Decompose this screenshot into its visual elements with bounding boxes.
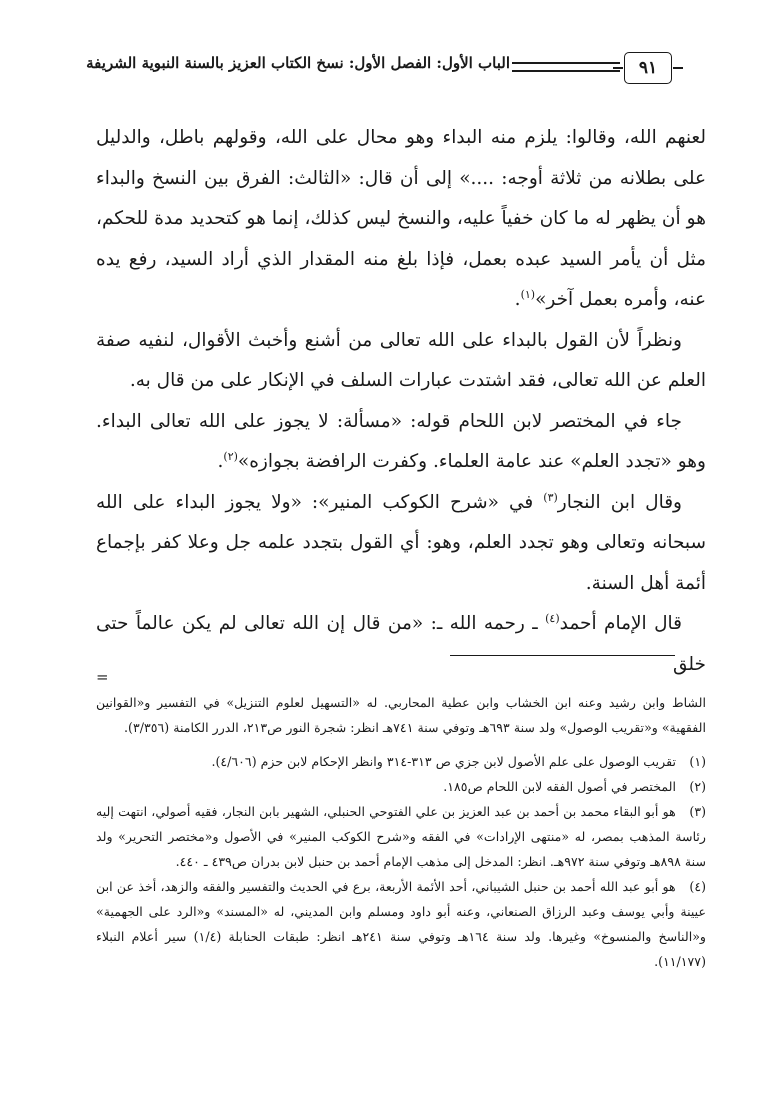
- footnote-3: [96, 799, 706, 874]
- footnote-ref-1: (١): [520, 287, 536, 301]
- footnote-text: هو أبو البقاء محمد بن أحمد بن عبد العزيز بن علي الفتوحي الحنبلي، الشهير بابن النجار، فقيه أصولي، انتهت إليه رئاسة المذهب بمصر، له «منتهى الإرادات» في الفقه و«شرح الكوكب المنير» في الأصول و«مختصر التحرير» ولد سنة ٨٩٨هـ وتوفي سنة ٩٧٢هـ. انظر: المدخل إلى مذهب الإمام أحمد بن حنبل لابن بدران ص٤٣٩ ـ ٤٤٠.: [96, 804, 706, 869]
- paragraph-4: [96, 483, 706, 605]
- paragraph-1-end: .: [514, 289, 521, 310]
- main-text: [96, 118, 706, 685]
- paragraph-3-text: جاء في المختصر لابن اللحام قوله: «مسألة: لا يجوز على الله تعالى البداء. وهو «تجدد العلم» عند عامة العلماء. وكفرت الرافضة بجوازه»: [96, 410, 706, 472]
- page-header: [86, 52, 710, 92]
- paragraph-4-start: وقال ابن النجار: [557, 491, 682, 513]
- footnote-2: [96, 774, 706, 799]
- footnote-text: المختصر في أصول الفقه لابن اللحام ص١٨٥.: [443, 779, 676, 794]
- running-title: الباب الأول: الفصل الأول: نسخ الكتاب العزيز بالسنة النبوية الشريفة: [86, 54, 510, 72]
- paragraph-2: ونظراً لأن القول بالبداء على الله تعالى من أشنع وأخبث الأقوال، لنفيه صفة العلم عن الله تعالى، فقد اشتدت عبارات السلف في الإنكار على من قال به.: [96, 329, 706, 391]
- footnote-text: تقريب الوصول على علم الأصول لابن جزي ص ٣١٣-٣١٤ وانظر الإحكام لابن حزم (٤/٦٠٦).: [211, 754, 676, 769]
- footnote-1: [96, 749, 706, 774]
- header-rule-double: [512, 62, 620, 72]
- paragraph-5: [96, 604, 706, 685]
- footnote-number: (٢): [689, 779, 706, 794]
- page-number: ٩١: [624, 52, 672, 84]
- paragraph-1: [96, 118, 706, 321]
- paragraph-3-end: .: [217, 451, 224, 472]
- footnote-ref-3: (٣): [543, 490, 558, 504]
- footnote-number: (٤): [689, 879, 706, 894]
- footnote-continue-mark: =: [96, 668, 109, 686]
- footnote-text: هو أبو عبد الله أحمد بن حنبل الشيباني، أحد الأئمة الأربعة، برع في الحديث والتفسير والفقه والزهد، أخذ عن ابن عيينة وأبي يوسف وعبد الرزاق الصنعاني، وعنه أبو داود ومسلم وابن المديني، له «المسند» و«الرد على الجهمية» و«الناسخ والمنسوخ» وغيرها. ولد سنة ١٦٤هـ وتوفي سنة ٢٤١هـ انظر: طبقات الحنابلة (١/٤) سير أعلام النبلاء (١١/١٧٧).: [96, 879, 706, 969]
- footnote-separator: [450, 655, 675, 656]
- paragraph-1-text: لعنهم الله، وقالوا: يلزم منه البداء وهو محال على الله، وقولهم باطل، والدليل على بطلانه من ثلاثة أوجه: ....» إلى أن قال: «الثالث: الفرق بين النسخ والبداء هو أن يظهر له ما كان خفياً عليه، والنسخ ليس كذلك، إنما هو كتحديد مدة للحكم، مثل أن يأمر السيد عبده بعمل، فإذا بلغ منه المقدار الذي أراد السيد، رفع يده عنه، وأمره بعمل آخر»: [96, 127, 706, 310]
- footnotes: [96, 690, 706, 974]
- footnote-4: [96, 874, 706, 974]
- footnote-ref-4: (٤): [545, 611, 560, 625]
- footnote-continuation: الشاط وابن رشيد وعنه ابن الخشاب وابن عطية المحاربي. له «التسهيل لعلوم التنزيل» في التفسير و«القوانين الفقهية» و«تقريب الوصول» ولد سنة ٦٩٣هـ وتوفي سنة ٧٤١هـ انظر: شجرة النور ص٢١٣، الدرر الكامنة (٣/٣٥٦).: [96, 695, 706, 735]
- paragraph-5-rest: ـ رحمه الله ـ: «من قال إن الله تعالى لم يكن عالماً حتى خلق: [96, 613, 706, 675]
- paragraph-4-rest: في «شرح الكوكب المنير»: «ولا يجوز البداء على الله سبحانه وتعالى وهو تجدد العلم، وهو: أي القول بتجدد علمه جل وعلا كفر بإجماع أئمة أهل السنة.: [96, 491, 706, 594]
- footnote-ref-2: (٢): [223, 449, 238, 463]
- paragraph-5-start: قال الإمام أحمد: [559, 613, 683, 634]
- paragraph-3: [96, 402, 706, 483]
- footnote-number: (٣): [689, 804, 706, 819]
- footnote-number: (١): [689, 754, 706, 769]
